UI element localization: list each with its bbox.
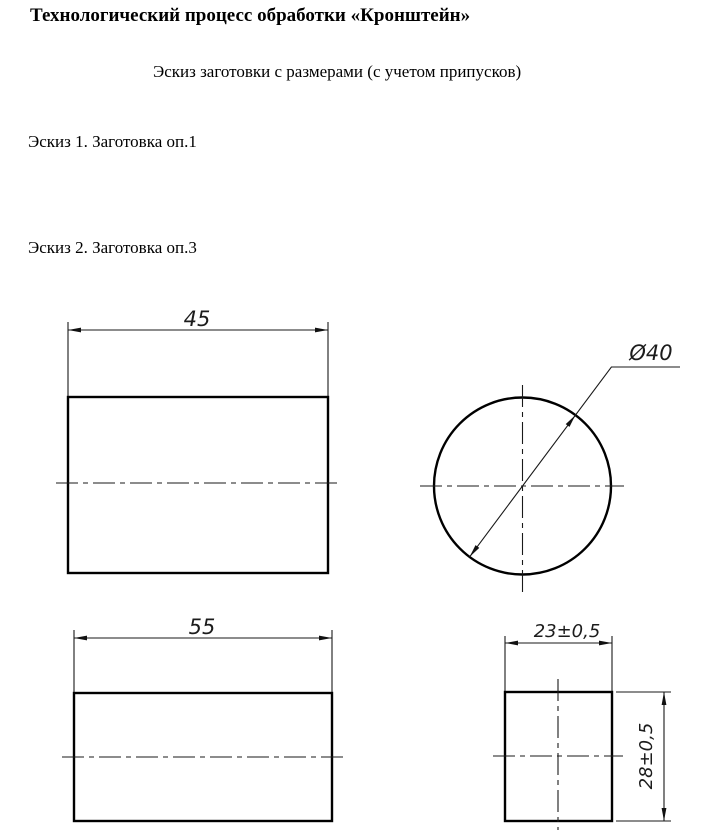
- dimension-arrow-bottom: [662, 808, 667, 821]
- dimension-label-diameter: Ø40: [629, 341, 673, 365]
- sketch1-front-view: [420, 341, 680, 592]
- sketch2-side-view: [62, 615, 345, 821]
- sketch2-caption: Эскиз 2. Заготовка оп.3: [28, 238, 197, 257]
- dimension-arrow-right: [319, 636, 332, 641]
- dimension-arrow-right: [599, 641, 612, 646]
- dimension-label-width: 23±0,5: [533, 621, 601, 642]
- dimension-arrow-left: [74, 636, 87, 641]
- document-subtitle: Эскиз заготовки с размерами (с учетом припусков): [153, 62, 522, 81]
- dimension-arrow-left: [68, 328, 81, 333]
- dimension-arrow-right: [315, 328, 328, 333]
- workpiece-rectangle: [68, 397, 328, 573]
- dimension-arrow-left: [505, 641, 518, 646]
- diameter-leader-line: [470, 367, 680, 557]
- dimension-label-width: 45: [183, 307, 211, 331]
- dimension-arrow-top: [662, 692, 667, 705]
- diameter-arrow-upper: [566, 415, 576, 427]
- sketch2-end-view: [493, 621, 671, 830]
- diameter-arrow-lower: [470, 545, 480, 557]
- sketch1-caption: Эскиз 1. Заготовка оп.1: [28, 132, 197, 151]
- document-title: Технологический процесс обработки «Кронштейн»: [30, 5, 471, 26]
- dimension-label-height: 28±0,5: [636, 722, 657, 790]
- dimension-label-width: 55: [188, 615, 216, 639]
- sketch1-side-view: [56, 307, 342, 573]
